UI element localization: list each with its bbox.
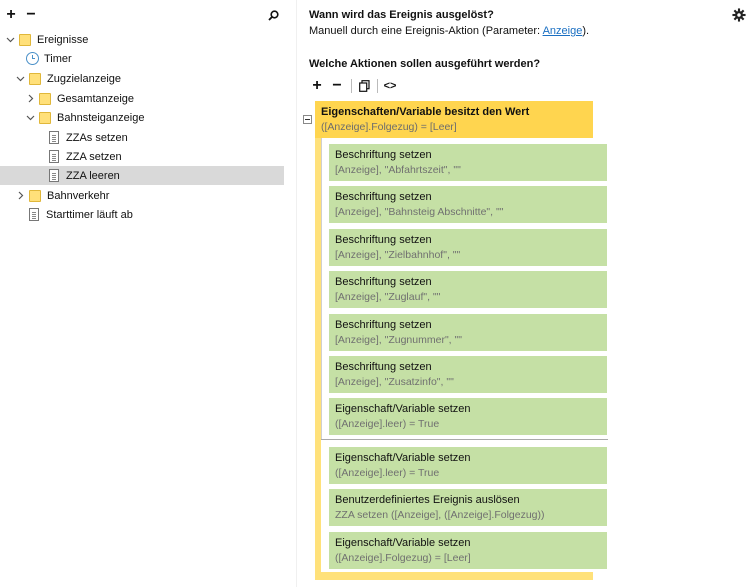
tree-item-timer[interactable] (0, 49, 284, 68)
tree-item-ereignisse[interactable] (0, 30, 284, 49)
tree-item-bahnsteiganzeige[interactable] (0, 108, 284, 127)
action-param: ZZA setzen ([Anzeige], ([Anzeige].Folgezug)) (335, 509, 545, 521)
toolbar-separator (351, 79, 352, 93)
condition-param: ([Anzeige].Folgezug) = [Leer] (321, 121, 457, 133)
action-block[interactable] (329, 356, 607, 393)
actions-heading: Welche Aktionen sollen ausgeführt werden? (309, 58, 541, 70)
search-button[interactable] (266, 6, 280, 24)
clock-icon (26, 52, 39, 65)
action-title: Benutzerdefiniertes Ereignis auslösen (335, 494, 520, 506)
tree-item-gesamtanzeige[interactable] (0, 89, 284, 108)
chevron-down-icon[interactable] (15, 74, 25, 84)
action-title: Beschriftung setzen (335, 361, 432, 373)
action-title: Eigenschaft/Variable setzen (335, 452, 471, 464)
copy-icon (359, 80, 370, 92)
folder-icon (29, 190, 41, 202)
folder-icon (19, 34, 31, 46)
action-block[interactable] (329, 489, 607, 526)
action-title: Beschriftung setzen (335, 149, 432, 161)
action-title: Beschriftung setzen (335, 234, 432, 246)
code-view-button[interactable]: <> (383, 80, 397, 92)
tree-item-label: ZZA setzen (66, 150, 122, 163)
folder-icon (39, 112, 51, 124)
tree-item-bahnverkehr[interactable] (0, 186, 284, 205)
chevron-right-icon[interactable] (25, 94, 35, 104)
action-toolbar (311, 78, 461, 94)
tree-item-label: Gesamtanzeige (57, 92, 135, 105)
copy-action-button[interactable] (357, 78, 371, 94)
action-block[interactable] (329, 398, 607, 435)
document-icon (49, 131, 59, 144)
trigger-suffix: ). (582, 25, 590, 37)
tree-item-label: ZZA leeren (66, 169, 120, 182)
event-tree-panel (0, 0, 292, 587)
folder-icon (39, 93, 51, 105)
action-block[interactable] (329, 144, 607, 181)
toolbar-separator (377, 79, 378, 93)
condition-end (315, 572, 593, 580)
condition-block[interactable] (315, 101, 593, 138)
action-title: Beschriftung setzen (335, 191, 432, 203)
tree-item-label: Zugzielanzeige (47, 72, 121, 85)
action-param: ([Anzeige].leer) = True (335, 467, 440, 479)
event-detail-panel (300, 0, 750, 587)
trigger-description (309, 25, 589, 37)
tree-item-label: Bahnverkehr (47, 189, 110, 202)
tree-item-zza-setzen[interactable] (0, 147, 284, 166)
action-block[interactable] (329, 532, 607, 569)
then-branch-line (321, 138, 322, 439)
chevron-down-icon[interactable] (25, 113, 35, 123)
trigger-heading: Wann wird das Ereignis ausgelöst? (309, 9, 494, 21)
document-icon (49, 169, 59, 182)
action-block[interactable] (329, 186, 607, 223)
action-param: [Anzeige], "Abfahrtszeit", "" (335, 164, 461, 176)
tree-item-zza-leeren[interactable] (0, 166, 284, 185)
action-param: ([Anzeige].Folgezug) = [Leer] (335, 552, 471, 564)
action-block[interactable] (329, 229, 607, 266)
tree-item-label: ZZAs setzen (66, 131, 128, 144)
chevron-right-icon[interactable] (15, 191, 25, 201)
action-title: Eigenschaft/Variable setzen (335, 537, 471, 549)
panel-splitter[interactable] (296, 0, 297, 587)
action-title: Beschriftung setzen (335, 319, 432, 331)
collapse-toggle[interactable] (303, 115, 312, 124)
condition-title: Eigenschaften/Variable besitzt den Wert (321, 106, 530, 118)
action-param: ([Anzeige].leer) = True (335, 418, 440, 430)
search-icon (268, 10, 279, 21)
trigger-text: Manuell durch eine Ereignis-Aktion (Parameter: (309, 25, 543, 37)
action-block[interactable] (329, 271, 607, 308)
action-block[interactable] (329, 447, 607, 484)
chevron-down-icon[interactable] (5, 35, 15, 45)
tree-item-zugzielanzeige[interactable] (0, 69, 284, 88)
tree-item-zzas-setzen[interactable] (0, 128, 284, 147)
add-button[interactable]: + (6, 6, 16, 23)
action-title: Eigenschaft/Variable setzen (335, 403, 471, 415)
action-param: [Anzeige], "Zusatzinfo", "" (335, 376, 454, 388)
remove-action-button[interactable]: − (332, 77, 342, 94)
action-title: Beschriftung setzen (335, 276, 432, 288)
parameter-link[interactable]: Anzeige (542, 25, 583, 37)
add-action-button[interactable]: + (312, 77, 322, 94)
action-param: [Anzeige], "Zuglauf", "" (335, 291, 441, 303)
action-param: [Anzeige], "Zugnummer", "" (335, 334, 462, 346)
document-icon (29, 208, 39, 221)
tree-item-label: Bahnsteiganzeige (57, 111, 145, 124)
tree-item-label: Ereignisse (37, 33, 89, 46)
else-separator (321, 439, 608, 440)
action-param: [Anzeige], "Zielbahnhof", "" (335, 249, 461, 261)
tree-item-label: Starttimer läuft ab (46, 208, 133, 221)
folder-icon (29, 73, 41, 85)
tree-item-label: Timer (44, 52, 72, 65)
gear-icon[interactable] (732, 8, 746, 22)
tree-toolbar (4, 6, 284, 24)
tree-item-starttimer[interactable] (0, 205, 284, 224)
action-block[interactable] (329, 314, 607, 351)
action-param: [Anzeige], "Bahnsteig Abschnitte", "" (335, 206, 504, 218)
document-icon (49, 150, 59, 163)
remove-button[interactable]: − (26, 6, 36, 23)
